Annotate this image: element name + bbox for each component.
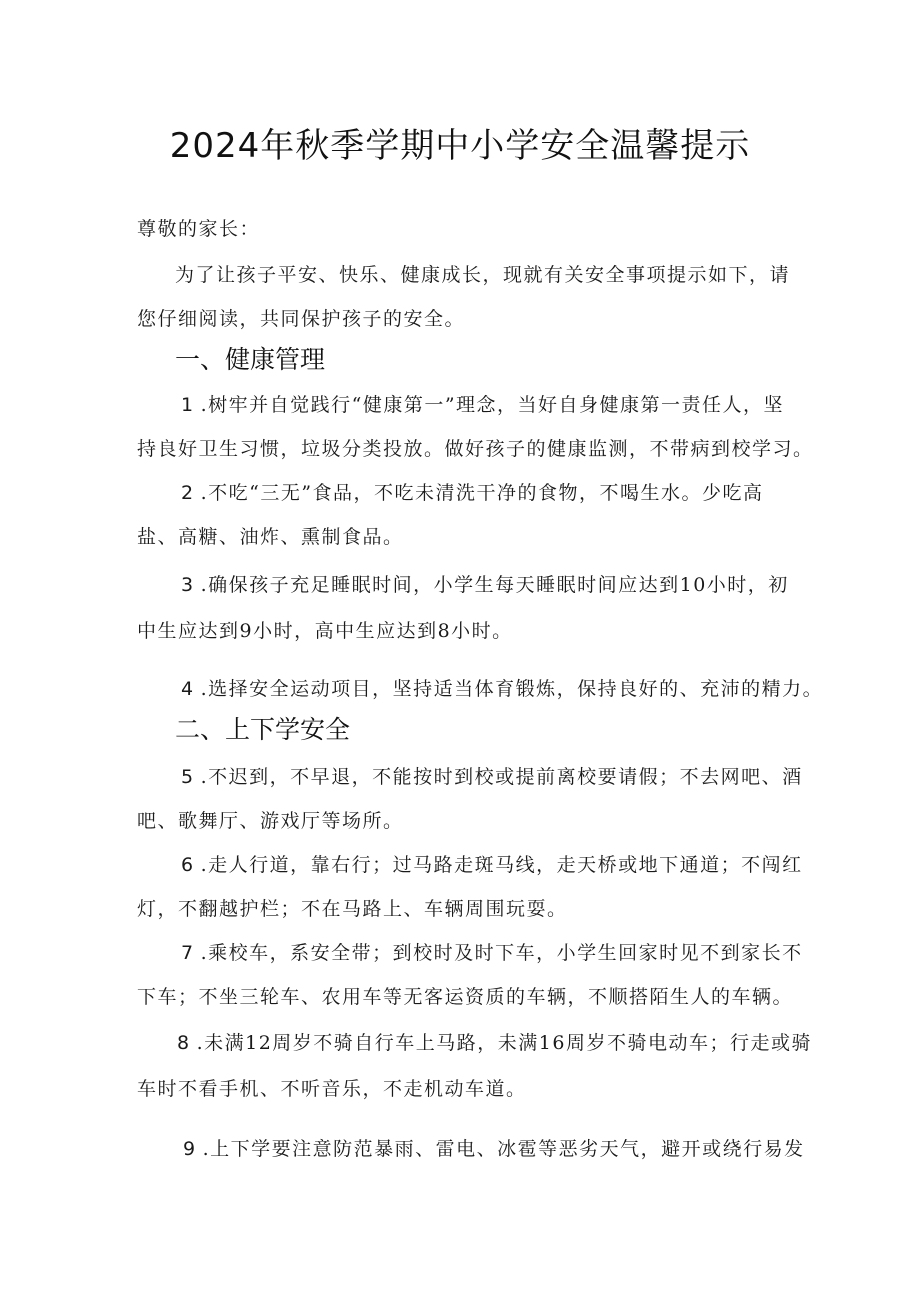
- item-number: 7: [181, 942, 195, 964]
- list-item-1-line-1: [181, 392, 784, 418]
- item-number: 4: [181, 678, 195, 700]
- list-item-2-line-1: [181, 480, 764, 506]
- item-text: .乘校车，系安全带；到校时及时下车，小学生回家时见不到家长不: [200, 942, 803, 964]
- item-text: .未满12周岁不骑自行车上马路，未满16周岁不骑电动车；行走或骑: [196, 1032, 812, 1054]
- intro-line-1: 为了让孩子平安、快乐、健康成长，现就有关安全事项提示如下，请: [175, 264, 791, 286]
- list-item-7-line-2: 下车；不坐三轮车、农用车等无客运资质的车辆，不顺搭陌生人的车辆。: [137, 986, 794, 1008]
- item-text: .上下学要注意防范暴雨、雷电、冰雹等恶劣天气，避开或绕行易发: [202, 1138, 805, 1160]
- item-text: .不迟到，不早退，不能按时到校或提前离校要请假；不去网吧、酒: [200, 766, 803, 788]
- list-item-2-line-2: 盐、高糖、油炸、熏制食品。: [137, 526, 404, 548]
- list-item-6-line-2: 灯，不翻越护栏；不在马路上、车辆周围玩耍。: [137, 898, 568, 920]
- list-item-3-line-2: 中生应达到9小时，高中生应达到8小时。: [137, 620, 513, 642]
- list-item-7-line-1: [181, 940, 803, 966]
- section-heading-health: 一、健康管理: [175, 345, 326, 374]
- list-item-4-line-1: [181, 676, 823, 702]
- item-number: 6: [181, 854, 195, 876]
- item-number: 8: [177, 1032, 191, 1054]
- item-number: 1: [181, 394, 195, 416]
- list-item-9-line-1: [183, 1136, 805, 1162]
- item-text: .不吃“三无”食品，不吃未清洗干净的食物，不喝生水。少吃高: [200, 482, 764, 504]
- list-item-5-line-1: [181, 764, 803, 790]
- item-number: 5: [181, 766, 195, 788]
- item-text: .走人行道，靠右行；过马路走斑马线，走天桥或地下通道；不闯红: [200, 854, 803, 876]
- item-text: .树牢并自觉践行“健康第一”理念，当好自身健康第一责任人，坚: [200, 394, 785, 416]
- item-number: 3: [181, 574, 195, 596]
- list-item-5-line-2: 吧、歌舞厅、游戏厅等场所。: [137, 810, 404, 832]
- intro-line-2: 您仔细阅读，共同保护孩子的安全。: [137, 308, 466, 330]
- document-title: 2024年秋季学期中小学安全温馨提示: [169, 126, 751, 166]
- list-item-6-line-1: [181, 852, 803, 878]
- list-item-8-line-2: 车时不看手机、不听音乐，不走机动车道。: [137, 1078, 527, 1100]
- item-number: 2: [181, 482, 195, 504]
- list-item-8-line-1: [177, 1030, 812, 1056]
- section-heading-commute: 二、上下学安全: [175, 715, 351, 744]
- item-text: .确保孩子充足睡眠时间，小学生每天睡眠时间应达到10小时，初: [200, 574, 789, 596]
- list-item-1-line-2: 持良好卫生习惯，垃圾分类投放。做好孩子的健康监测，不带病到校学习。: [137, 438, 814, 460]
- list-item-3-line-1: [181, 572, 789, 598]
- salutation: 尊敬的家长：: [137, 218, 261, 240]
- item-text: .选择安全运动项目，坚持适当体育锻炼，保持良好的、充沛的精力。: [200, 678, 824, 700]
- item-number: 9: [183, 1138, 197, 1160]
